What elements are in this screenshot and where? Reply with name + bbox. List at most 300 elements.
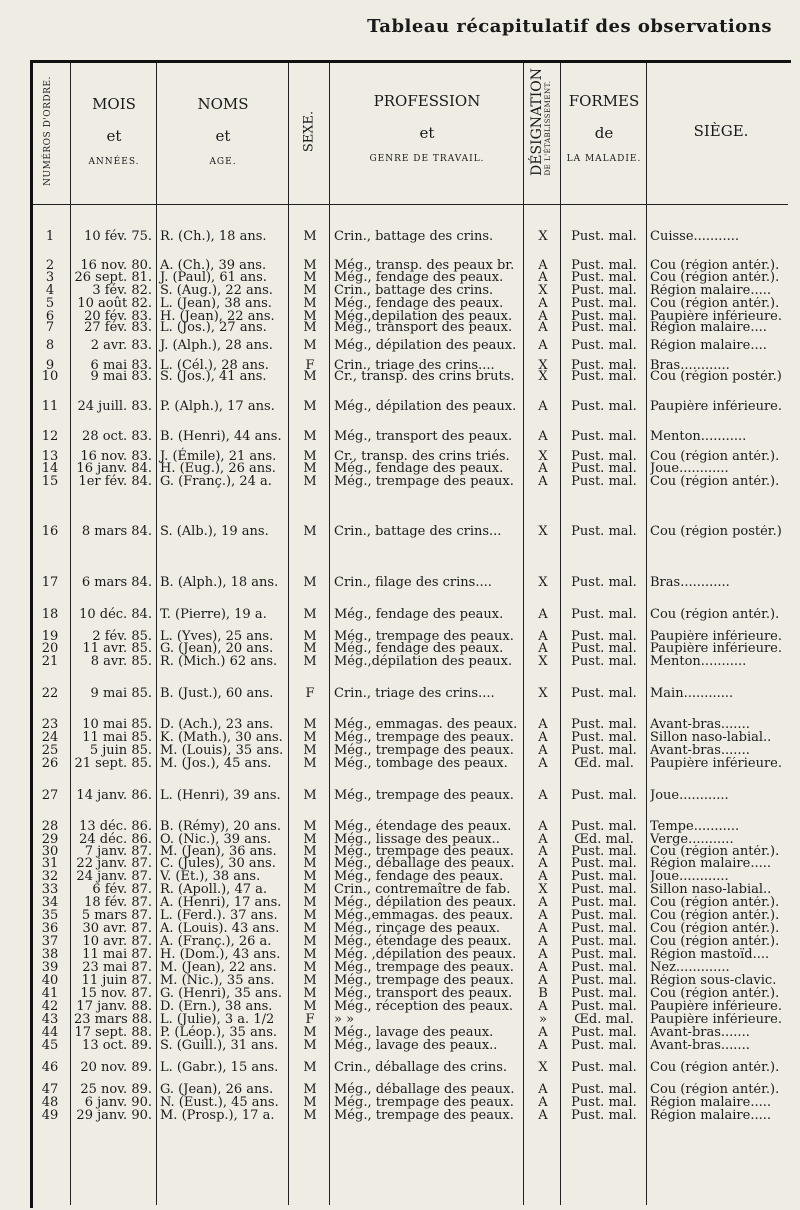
row-establishment: A <box>538 960 548 975</box>
row-establishment: X <box>538 654 548 669</box>
row-number: 17 <box>41 575 59 590</box>
row-profession: Még., lavage des peaux.. <box>334 1038 498 1053</box>
row-site: Région malaire..... <box>650 1109 772 1123</box>
row-profession: Még., réception des peaux. <box>334 999 514 1014</box>
row-name: T. (Pierre), 19 a. <box>160 607 267 622</box>
row-profession: Még.,dépilation des peaux. <box>334 654 513 669</box>
row-number: 9 <box>45 358 55 373</box>
row-form: Pust. mal. <box>571 1060 637 1075</box>
row-date: 10 déc. 84. <box>79 607 152 622</box>
row-site: Cou (région antér.). <box>650 1083 780 1097</box>
header-profession <box>331 92 523 164</box>
row-name: V. (Et.), 38 ans. <box>160 869 261 884</box>
row-site: Cou (région antér.). <box>650 896 780 910</box>
row-site: Paupière inférieure. <box>650 630 783 644</box>
row-sex: M <box>303 641 317 656</box>
row-date: 6 fév. 87. <box>92 882 152 897</box>
row-name: D. (Ern.), 38 ans. <box>160 999 273 1014</box>
column-divider <box>560 63 561 1205</box>
row-sex: M <box>303 921 317 936</box>
row-establishment: X <box>538 358 548 373</box>
row-establishment: A <box>538 641 548 656</box>
row-name: L. (Julie), 3 a. 1/2 <box>160 1012 275 1027</box>
row-date: 10 mai 85. <box>82 717 152 732</box>
row-date: 27 fév. 83. <box>84 320 152 335</box>
row-site: Bras............ <box>650 576 730 590</box>
row-profession: Még., trempage des peaux. <box>334 960 514 975</box>
row-number: 6 <box>45 309 55 324</box>
column-divider <box>523 63 524 1205</box>
row-date: 22 janv. 87. <box>76 856 152 871</box>
row-site: Région malaire..... <box>650 284 772 298</box>
row-form: Pust. mal. <box>571 369 637 384</box>
row-establishment: A <box>538 844 548 859</box>
row-number: 23 <box>41 717 59 732</box>
row-establishment: X <box>538 575 548 590</box>
row-establishment: A <box>538 1108 548 1123</box>
row-name: L. (Yves), 25 ans. <box>160 629 274 644</box>
row-establishment: X <box>538 229 548 244</box>
row-establishment: A <box>538 999 548 1014</box>
row-site: Verge........... <box>650 833 734 847</box>
row-date: 14 janv. 86. <box>76 788 152 803</box>
row-establishment: A <box>538 309 548 324</box>
row-name: A. (Franç.), 26 a. <box>160 934 272 949</box>
row-sex: M <box>303 429 317 444</box>
row-form: Pust. mal. <box>571 229 637 244</box>
row-name: R. (Apoll.), 47 a. <box>160 882 268 897</box>
row-establishment: X <box>538 524 548 539</box>
row-number: 49 <box>41 1108 59 1123</box>
row-profession: Még., trempage des peaux. <box>334 1108 514 1123</box>
row-number: 31 <box>41 856 59 871</box>
row-sex: M <box>303 908 317 923</box>
row-name: L. (Ferd.). 37 ans. <box>160 908 278 923</box>
column-divider <box>156 63 157 1205</box>
row-sex: M <box>303 449 317 464</box>
row-name: L. (Gabr.), 15 ans. <box>160 1060 279 1075</box>
row-date: 9 mai 83. <box>90 369 152 384</box>
header-formes-de: de <box>594 124 614 142</box>
header-num: NUMÉROS D'ORDRE. <box>43 76 53 186</box>
row-site: Région mastoïd.... <box>650 948 770 962</box>
row-sex: M <box>303 999 317 1014</box>
row-profession: Még., déballage des peaux. <box>334 856 515 871</box>
row-date: 8 mars 84. <box>81 524 152 539</box>
row-form: Pust. mal. <box>571 844 637 859</box>
row-name: B. (Rémy), 20 ans. <box>160 819 281 834</box>
row-form: Pust. mal. <box>571 607 637 622</box>
row-sex: M <box>303 607 317 622</box>
row-sex: F <box>305 686 315 701</box>
row-establishment: A <box>538 743 548 758</box>
row-date: 10 fév. 75. <box>84 229 152 244</box>
row-name: P. (Alph.), 17 ans. <box>160 399 275 414</box>
row-number: 36 <box>41 921 59 936</box>
row-name: L. (Cél.), 28 ans. <box>160 358 269 373</box>
row-name: S. (Jos.), 41 ans. <box>160 369 267 384</box>
row-form: Pust. mal. <box>571 283 637 298</box>
row-sex: F <box>305 1012 315 1027</box>
row-profession: Még., dépilation des peaux. <box>334 895 517 910</box>
row-sex: M <box>303 258 317 273</box>
row-name: J. (Émile), 21 ans. <box>160 449 277 464</box>
row-site: Région malaire..... <box>650 1096 772 1110</box>
row-number: 42 <box>41 999 59 1014</box>
row-form: Œd. mal. <box>574 756 634 771</box>
row-profession: Még., déballage des peaux. <box>334 1082 515 1097</box>
row-number: 11 <box>41 399 59 414</box>
row-number: 35 <box>41 908 59 923</box>
row-site: Cuisse........... <box>650 230 739 244</box>
row-sex: M <box>303 320 317 335</box>
row-profession: Crin., battage des crins. <box>334 229 494 244</box>
row-sex: M <box>303 882 317 897</box>
row-profession: Még., trempage des peaux. <box>334 973 514 988</box>
row-sex: M <box>303 869 317 884</box>
header-profession-et: et <box>419 124 435 142</box>
row-establishment: A <box>538 629 548 644</box>
row-name: M. (Jean), 36 ans. <box>160 844 277 859</box>
row-sex: M <box>303 934 317 949</box>
row-name: C. (Jules), 30 ans. <box>160 856 276 871</box>
row-name: B. (Just.), 60 ans. <box>160 686 274 701</box>
row-site: Avant-bras....... <box>650 1026 750 1040</box>
row-number: 40 <box>41 973 59 988</box>
row-number: 1 <box>45 229 55 244</box>
row-name: D. (Ach.), 23 ans. <box>160 717 274 732</box>
row-profession: Még., trempage des peaux. <box>334 1095 514 1110</box>
row-form: Pust. mal. <box>571 921 637 936</box>
row-establishment: A <box>538 869 548 884</box>
row-number: 29 <box>41 832 59 847</box>
row-number: 15 <box>41 474 59 489</box>
row-name: L. (Jean), 38 ans. <box>160 296 272 311</box>
row-profession: Crin., filage des crins.... <box>334 575 492 590</box>
row-number: 32 <box>41 869 59 884</box>
row-form: Pust. mal. <box>571 449 637 464</box>
row-sex: M <box>303 1108 317 1123</box>
row-number: 12 <box>41 429 59 444</box>
row-date: 2 fév. 85. <box>92 629 152 644</box>
row-profession: Még., trempage des peaux. <box>334 474 514 489</box>
row-profession: Még., lissage des peaux.. <box>334 832 500 847</box>
row-establishment: X <box>538 449 548 464</box>
row-date: 16 nov. 80. <box>80 258 152 273</box>
row-form: Pust. mal. <box>571 869 637 884</box>
row-profession: Még., transport des peaux. <box>334 986 513 1001</box>
row-number: 10 <box>41 369 59 384</box>
row-number: 37 <box>41 934 59 949</box>
header-noms <box>158 95 288 167</box>
row-sex: M <box>303 960 317 975</box>
row-date: 24 déc. 86. <box>79 832 152 847</box>
row-name: B. (Henri), 44 ans. <box>160 429 282 444</box>
row-sex: M <box>303 270 317 285</box>
row-form: Pust. mal. <box>571 629 637 644</box>
row-site: Avant-bras....... <box>650 744 750 758</box>
row-date: 10 avr. 87. <box>82 934 152 949</box>
row-number: 2 <box>45 258 55 273</box>
row-date: 26 sept. 81. <box>74 270 152 285</box>
row-sex: M <box>303 895 317 910</box>
row-number: 44 <box>41 1025 59 1040</box>
row-form: Pust. mal. <box>571 908 637 923</box>
row-form: Pust. mal. <box>571 999 637 1014</box>
row-sex: M <box>303 832 317 847</box>
row-date: 18 fév. 87. <box>84 895 152 910</box>
row-profession: Még.,emmagas. des peaux. <box>334 908 514 923</box>
row-sex: M <box>303 338 317 353</box>
row-profession: Crin., déballage des crins. <box>334 1060 508 1075</box>
row-profession: Még., fendage des peaux. <box>334 461 504 476</box>
row-profession: Még., transp. des peaux br. <box>334 258 515 273</box>
row-date: 11 juin 87. <box>81 973 152 988</box>
row-form: Pust. mal. <box>571 1082 637 1097</box>
row-sex: M <box>303 524 317 539</box>
row-sex: M <box>303 575 317 590</box>
row-form: Pust. mal. <box>571 429 637 444</box>
row-site: Cou (région postér.) <box>650 525 782 539</box>
row-date: 15 nov. 87. <box>80 986 152 1001</box>
row-site: Paupière inférieure. <box>650 310 783 324</box>
row-date: 13 déc. 86. <box>79 819 152 834</box>
row-establishment: A <box>538 895 548 910</box>
row-site: Région malaire.... <box>650 339 767 353</box>
row-date: 17 janv. 88. <box>76 999 152 1014</box>
row-profession: Még., fendage des peaux. <box>334 270 504 285</box>
row-date: 11 mai 85. <box>82 730 152 745</box>
row-form: Pust. mal. <box>571 717 637 732</box>
row-establishment: A <box>538 1038 548 1053</box>
row-profession: » » <box>334 1012 355 1027</box>
row-site: Sillon naso-labial.. <box>650 883 772 897</box>
row-date: 30 avr. 87. <box>82 921 152 936</box>
row-profession: Még., fendage des peaux. <box>334 869 504 884</box>
row-form: Pust. mal. <box>571 743 637 758</box>
column-divider <box>329 63 330 1205</box>
row-date: 23 mars 88. <box>74 1012 153 1027</box>
row-date: 11 avr. 85. <box>82 641 152 656</box>
row-profession: Még., dépilation des peaux. <box>334 399 517 414</box>
row-sex: F <box>305 358 315 373</box>
row-form: Pust. mal. <box>571 1038 637 1053</box>
row-form: Pust. mal. <box>571 309 637 324</box>
row-number: 33 <box>41 882 59 897</box>
row-sex: M <box>303 1060 317 1075</box>
row-name: P. (Léop.), 35 ans. <box>160 1025 277 1040</box>
row-profession: Crin., triage des crins.... <box>334 358 495 373</box>
row-site: Avant-bras....... <box>650 1039 750 1053</box>
row-establishment: A <box>538 461 548 476</box>
row-site: Paupière inférieure. <box>650 642 783 656</box>
row-form: Pust. mal. <box>571 947 637 962</box>
row-number: 27 <box>41 788 59 803</box>
row-sex: M <box>303 1025 317 1040</box>
row-profession: Még., lavage des peaux. <box>334 1025 494 1040</box>
row-site: Paupière inférieure. <box>650 1013 783 1027</box>
row-date: 24 janv. 87. <box>76 869 152 884</box>
row-number: 48 <box>41 1095 59 1110</box>
row-profession: Még., rinçage des peaux. <box>334 921 501 936</box>
row-sex: M <box>303 844 317 859</box>
header-noms-label: NOMS <box>197 95 249 113</box>
row-establishment: X <box>538 283 548 298</box>
row-sex: M <box>303 1095 317 1110</box>
header-mois-sub: ANNÉES. <box>88 157 140 167</box>
row-profession: Crin., contremaître de fab. <box>334 882 511 897</box>
row-profession: Még., étendage des peaux. <box>334 934 512 949</box>
row-name: R. (Ch.), 18 ans. <box>160 229 267 244</box>
row-form: Pust. mal. <box>571 730 637 745</box>
row-sex: M <box>303 369 317 384</box>
row-profession: Crin., battage des crins... <box>334 524 502 539</box>
row-establishment: A <box>538 270 548 285</box>
row-sex: M <box>303 654 317 669</box>
row-site: Région sous-clavic. <box>650 974 777 988</box>
row-site: Joue............ <box>650 870 729 884</box>
row-form: Pust. mal. <box>571 788 637 803</box>
row-name: A. (Henri), 17 ans. <box>160 895 282 910</box>
row-site: Cou (région antér.). <box>650 845 780 859</box>
row-establishment: X <box>538 1060 548 1075</box>
row-profession: Még., étendage des peaux. <box>334 819 512 834</box>
header-formes-label: FORMES <box>568 92 640 110</box>
row-number: 34 <box>41 895 59 910</box>
row-form: Pust. mal. <box>571 641 637 656</box>
row-sex: M <box>303 986 317 1001</box>
row-name: H. (Eug.), 26 ans. <box>160 461 276 476</box>
row-establishment: A <box>538 819 548 834</box>
header-designation: DÉSIGNATION <box>529 68 545 176</box>
row-sex: M <box>303 788 317 803</box>
row-establishment: A <box>538 756 548 771</box>
row-number: 19 <box>41 629 59 644</box>
row-name: B. (Alph.), 18 ans. <box>160 575 279 590</box>
row-establishment: A <box>538 429 548 444</box>
row-form: Pust. mal. <box>571 358 637 373</box>
row-site: Paupière inférieure. <box>650 757 783 771</box>
row-form: Pust. mal. <box>571 986 637 1001</box>
row-site: Cou (région antér.). <box>650 935 780 949</box>
row-site: Paupière inférieure. <box>650 400 783 414</box>
header-mois <box>72 95 156 167</box>
row-form: Pust. mal. <box>571 1108 637 1123</box>
row-number: 7 <box>45 320 55 335</box>
row-site: Région malaire.... <box>650 321 767 335</box>
row-name: A. (Ch.), 39 ans. <box>160 258 267 273</box>
row-form: Pust. mal. <box>571 270 637 285</box>
row-number: 21 <box>41 654 59 669</box>
row-number: 38 <box>41 947 59 962</box>
row-sex: M <box>303 973 317 988</box>
header-designation-sub: DE L'ÉTABLISSEMENT. <box>544 80 552 176</box>
row-date: 2 avr. 83. <box>90 338 152 353</box>
row-sex: M <box>303 309 317 324</box>
row-form: Pust. mal. <box>571 973 637 988</box>
row-sex: M <box>303 1038 317 1053</box>
row-profession: Még., fendage des peaux. <box>334 296 504 311</box>
row-name: M. (Jos.), 45 ans. <box>160 756 272 771</box>
row-name: M. (Nic.), 35 ans. <box>160 973 275 988</box>
header-formes-sub: LA MALADIE. <box>566 154 642 164</box>
row-form: Pust. mal. <box>571 819 637 834</box>
row-number: 41 <box>41 986 59 1001</box>
row-form: Pust. mal. <box>571 524 637 539</box>
row-establishment: A <box>538 788 548 803</box>
page-title: Tableau récapitulatif des observations <box>367 16 772 37</box>
row-sex: M <box>303 283 317 298</box>
row-profession: Még., trempage des peaux. <box>334 844 514 859</box>
row-establishment: A <box>538 1082 548 1097</box>
row-name: M. (Jean), 22 ans. <box>160 960 277 975</box>
row-number: 24 <box>41 730 59 745</box>
row-site: Cou (région antér.). <box>650 909 780 923</box>
row-name: S. (Aug.), 22 ans. <box>160 283 273 298</box>
row-date: 25 nov. 89. <box>80 1082 152 1097</box>
header-mois-label: MOIS <box>92 95 136 113</box>
row-sex: M <box>303 756 317 771</box>
row-number: 20 <box>41 641 59 656</box>
row-name: L. (Jos.), 27 ans. <box>160 320 267 335</box>
row-establishment: A <box>538 320 548 335</box>
row-name: N. (Eust.), 45 ans. <box>160 1095 279 1110</box>
row-number: 4 <box>45 283 55 298</box>
row-establishment: A <box>538 258 548 273</box>
row-number: 25 <box>41 743 59 758</box>
header-rule <box>33 204 788 205</box>
row-site: Cou (région antér.). <box>650 450 780 464</box>
row-profession: Még., trempage des peaux. <box>334 629 514 644</box>
row-establishment: A <box>538 1025 548 1040</box>
row-sex: M <box>303 730 317 745</box>
row-profession: Még., dépilation des peaux. <box>334 338 517 353</box>
row-sex: M <box>303 296 317 311</box>
row-date: 6 mai 83. <box>90 358 152 373</box>
row-form: Pust. mal. <box>571 474 637 489</box>
row-name: M. (Prosp.), 17 a. <box>160 1108 275 1123</box>
row-establishment: A <box>538 832 548 847</box>
row-site: Menton........... <box>650 430 747 444</box>
row-name: R. (Mich.) 62 ans. <box>160 654 278 669</box>
row-profession: Még. ,dépilation des peaux. <box>334 947 517 962</box>
row-name: K. (Math.), 30 ans. <box>160 730 283 745</box>
row-name: L. (Henri), 39 ans. <box>160 788 281 803</box>
row-number: 13 <box>41 449 59 464</box>
row-establishment: A <box>538 973 548 988</box>
row-form: Pust. mal. <box>571 1025 637 1040</box>
row-name: G. (Franç.), 24 a. <box>160 474 272 489</box>
row-number: 5 <box>45 296 55 311</box>
row-form: Pust. mal. <box>571 686 637 701</box>
row-site: Bras............ <box>650 359 730 373</box>
row-sex: M <box>303 743 317 758</box>
row-site: Tempe........... <box>650 820 740 834</box>
column-divider <box>70 63 71 1205</box>
row-name: S. (Guill.), 31 ans. <box>160 1038 279 1053</box>
row-profession: Még., trempage des peaux. <box>334 788 514 803</box>
row-sex: M <box>303 629 317 644</box>
row-date: 10 août 82. <box>77 296 152 311</box>
row-name: S. (Alb.), 19 ans. <box>160 524 269 539</box>
row-sex: M <box>303 474 317 489</box>
row-date: 9 mai 85. <box>90 686 152 701</box>
row-number: 14 <box>41 461 59 476</box>
row-site: Joue............ <box>650 789 729 803</box>
row-number: 3 <box>45 270 55 285</box>
row-sex: M <box>303 717 317 732</box>
row-date: 13 oct. 89. <box>82 1038 152 1053</box>
